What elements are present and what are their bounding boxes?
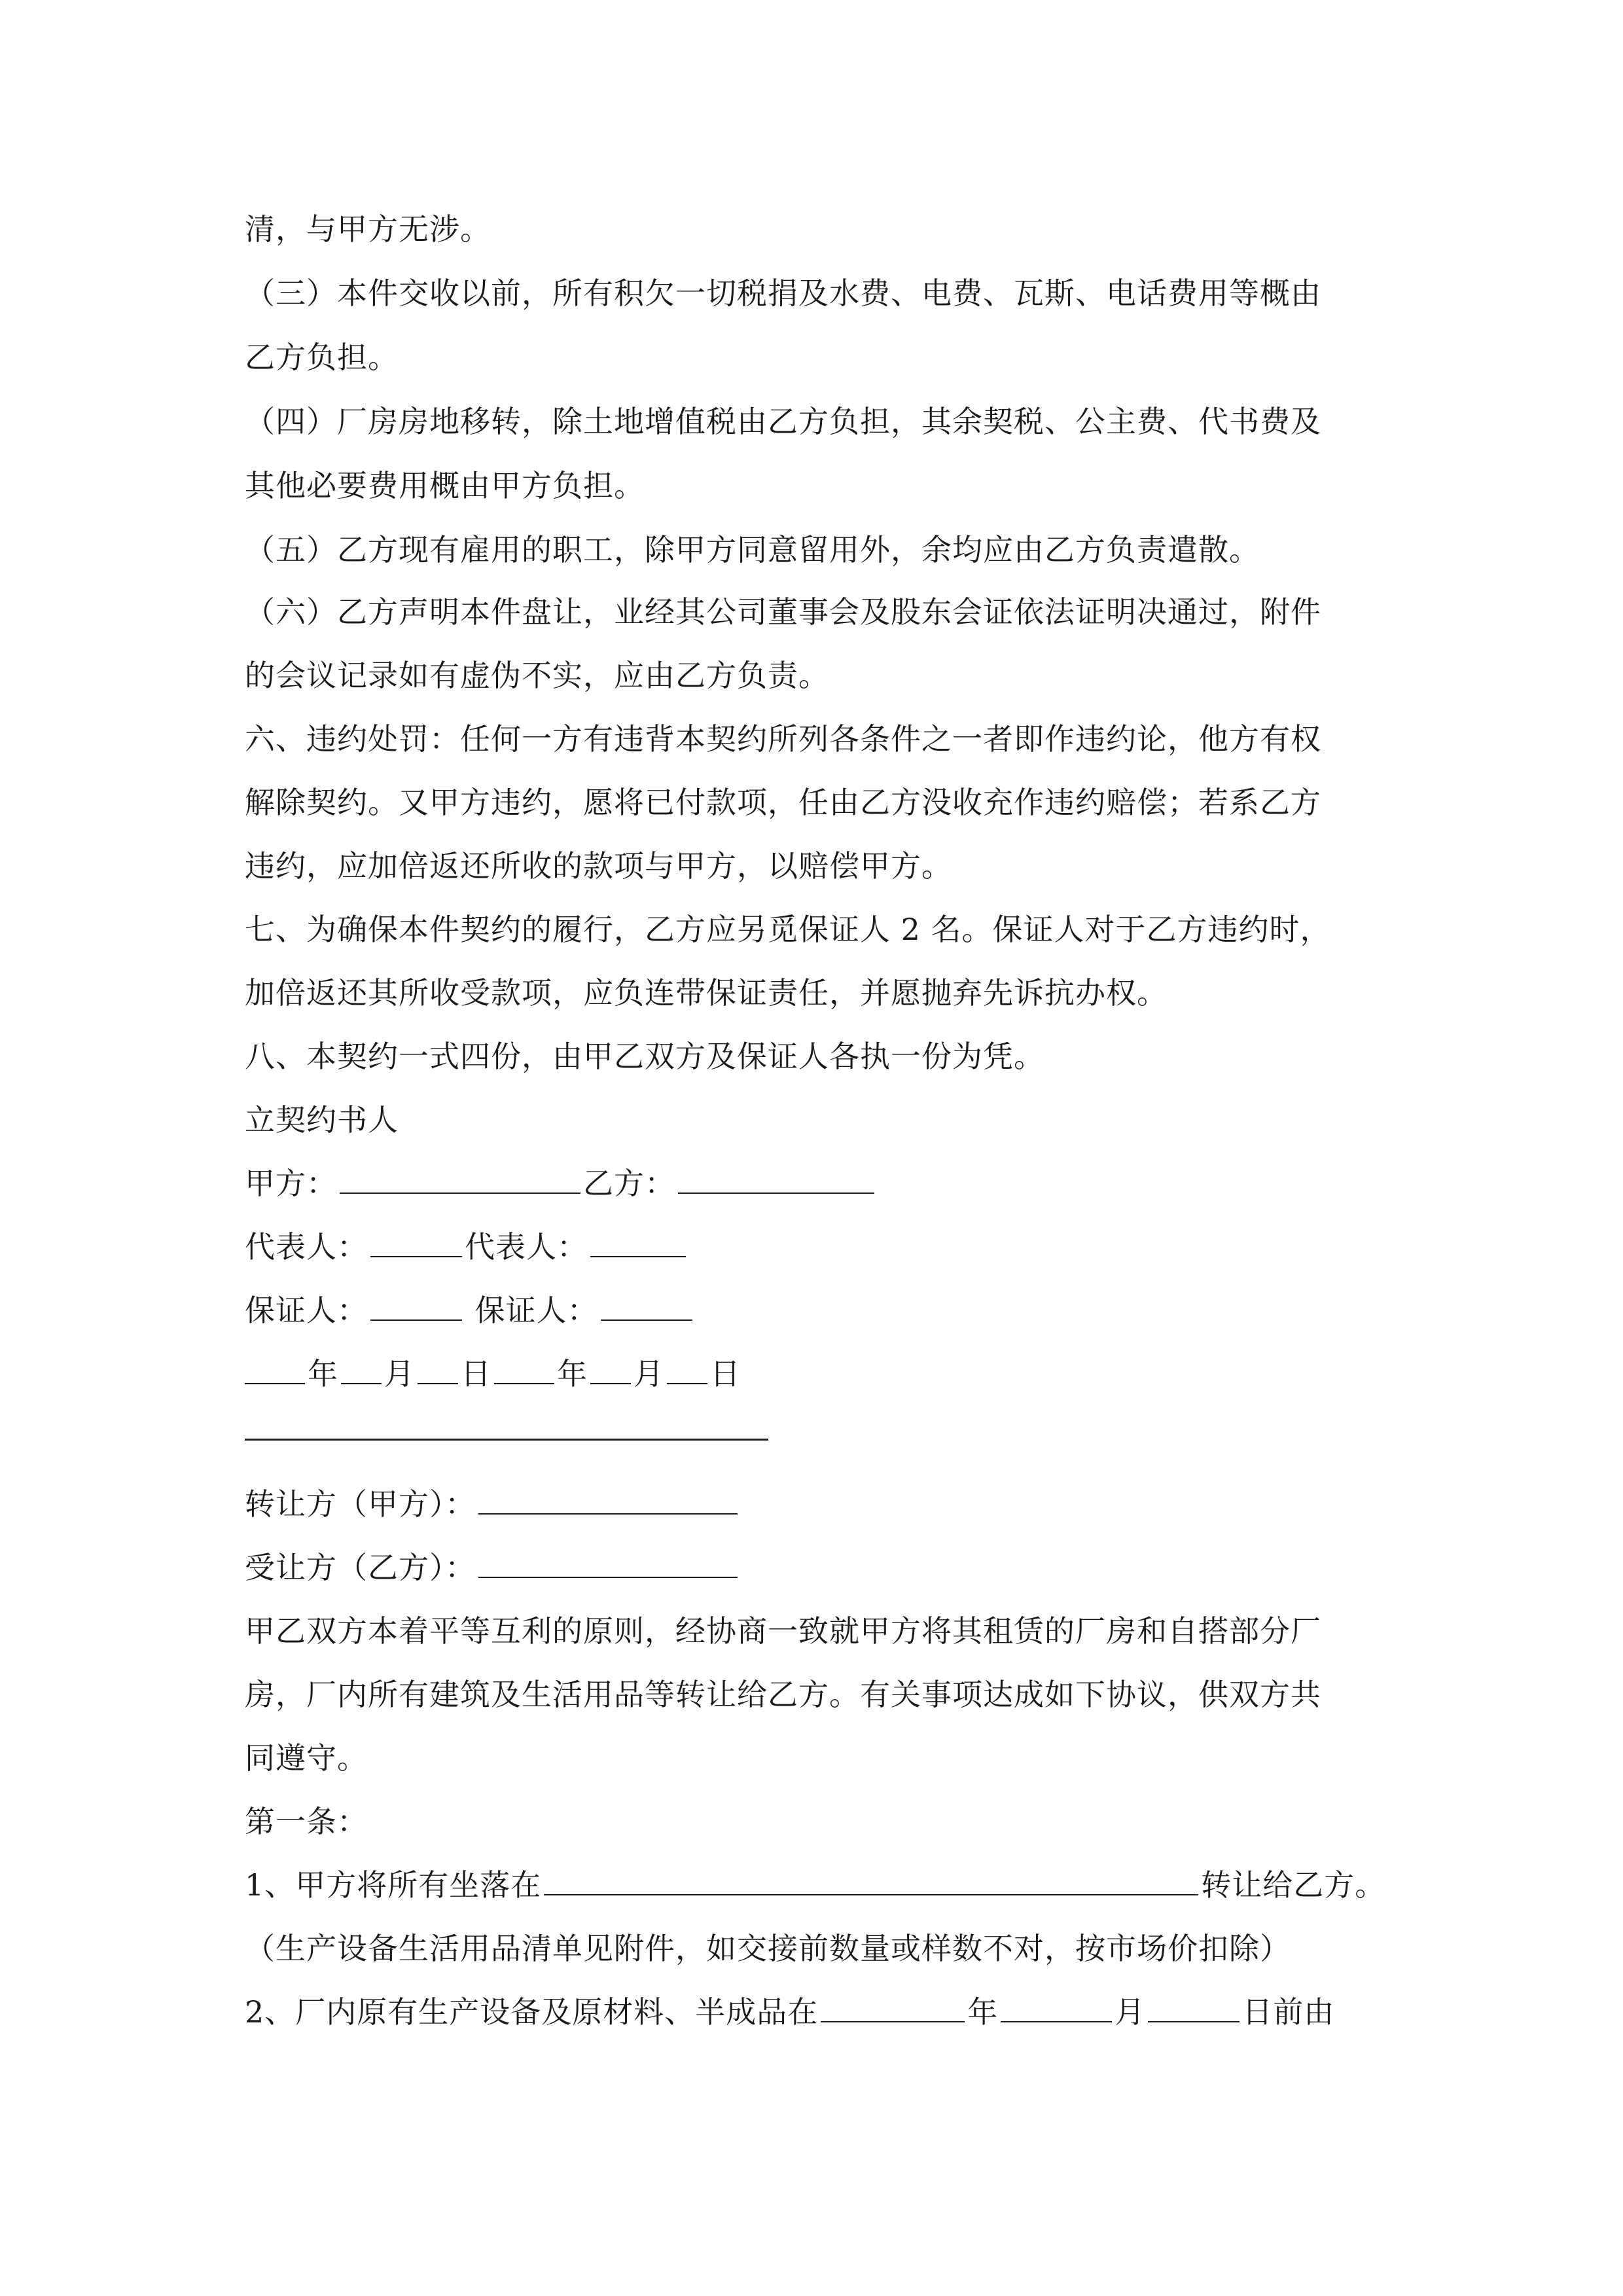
- text-line: 六、违约处罚：任何一方有违背本契约所列各条件之一者即作违约论，他方有权: [245, 721, 1321, 757]
- text-line: 解除契约。又甲方违约，愿将已付款项，任由乙方没收充作违约赔偿；若系乙方: [245, 785, 1321, 820]
- text-line: 的会议记录如有虚伪不实，应由乙方负责。: [245, 658, 829, 693]
- transferor-blank[interactable]: [478, 1484, 738, 1515]
- text-line: 房，厂内所有建筑及生活用品等转让给乙方。有关事项达成如下协议，供双方共: [245, 1677, 1321, 1712]
- year-b-blank[interactable]: [494, 1354, 554, 1384]
- month-b-blank[interactable]: [590, 1354, 631, 1384]
- party-a-label: 甲方：: [245, 1166, 337, 1201]
- text-line: 加倍返还其所收受款项，应负连带保证责任，并愿抛弃先诉抗办权。: [245, 975, 1168, 1011]
- clause-1-prefix: 1、甲方将所有坐落在: [245, 1867, 542, 1903]
- party-b-label: 乙方：: [583, 1166, 675, 1201]
- text-line: 同遵守。: [245, 1740, 368, 1776]
- clause-2-day-blank[interactable]: [1148, 1992, 1240, 2022]
- rep-b-label: 代表人：: [465, 1229, 588, 1265]
- text-line: （四）厂房房地移转，除土地增值税由乙方负担，其余契税、公主费、代书费及: [245, 404, 1321, 439]
- text-line: 八、本契约一式四份，由甲乙双方及保证人各执一份为凭。: [245, 1039, 1044, 1074]
- day-label: 日: [710, 1356, 741, 1391]
- transferor-label: 转让方（甲方）：: [245, 1486, 476, 1522]
- guarantor-b-label: 保证人：: [474, 1293, 598, 1328]
- text-line: 清，与甲方无涉。: [245, 211, 491, 247]
- rep-a-label: 代表人：: [245, 1229, 368, 1265]
- signature-rep-line: [245, 1227, 688, 1266]
- year-label: 年: [557, 1356, 588, 1391]
- day-label: 日: [461, 1356, 491, 1391]
- clause-2-prefix: 2、厂内原有生产设备及原材料、半成品在: [245, 1994, 819, 2030]
- clause-2-year-label: 年: [967, 1994, 999, 2030]
- guarantor-a-blank[interactable]: [370, 1291, 462, 1321]
- month-label: 月: [633, 1356, 664, 1391]
- year-label: 年: [308, 1356, 338, 1391]
- clause-1-suffix: 转让给乙方。: [1201, 1867, 1386, 1903]
- clause-2-month-label: 月: [1115, 1994, 1146, 2030]
- clause-2-line: [245, 1992, 1334, 2032]
- signature-guarantor-line: [245, 1291, 695, 1330]
- text-line: 乙方负担。: [245, 340, 399, 375]
- month-label: 月: [384, 1356, 415, 1391]
- transferee-blank[interactable]: [478, 1548, 738, 1578]
- clause-2-suffix: 日前由: [1242, 1994, 1335, 2030]
- signature-party-line: [245, 1164, 877, 1203]
- location-blank[interactable]: [544, 1865, 1198, 1895]
- clause-2-year-blank[interactable]: [821, 1992, 965, 2022]
- clause-1-line: [245, 1865, 1385, 1905]
- text-line: 七、为确保本件契约的履行，乙方应另觅保证人 2 名。保证人对于乙方违约时，: [245, 912, 1331, 947]
- text-line: 其他必要费用概由甲方负担。: [245, 468, 645, 503]
- day-a-blank[interactable]: [418, 1354, 458, 1384]
- party-b-blank[interactable]: [678, 1164, 874, 1194]
- text-line: （五）乙方现有雇用的职工，除甲方同意留用外，余均应由乙方负责遣散。: [245, 532, 1260, 567]
- transferor-line: [245, 1484, 740, 1524]
- year-a-blank[interactable]: [245, 1354, 305, 1384]
- rep-b-blank[interactable]: [590, 1227, 686, 1257]
- guarantor-a-label: 保证人：: [245, 1293, 368, 1328]
- text-line: （生产设备生活用品清单见附件，如交接前数量或样数不对，按市场价扣除）: [245, 1931, 1291, 1966]
- article-heading: 第一条：: [245, 1804, 368, 1839]
- text-line: （六）乙方声明本件盘让，业经其公司董事会及股东会证依法证明决通过，附件: [245, 594, 1321, 630]
- rep-a-blank[interactable]: [370, 1227, 462, 1257]
- transferee-line: [245, 1548, 740, 1587]
- text-line: 甲乙双方本着平等互利的原则，经协商一致就甲方将其租赁的厂房和自搭部分厂: [245, 1613, 1321, 1649]
- clause-2-month-blank[interactable]: [1001, 1992, 1112, 2022]
- text-line: 立契约书人: [245, 1102, 399, 1138]
- signature-date-line: [245, 1354, 741, 1393]
- guarantor-b-blank[interactable]: [601, 1291, 692, 1321]
- day-b-blank[interactable]: [667, 1354, 707, 1384]
- month-a-blank[interactable]: [341, 1354, 382, 1384]
- text-line: 违约，应加倍返还所收的款项与甲方，以赔偿甲方。: [245, 848, 952, 884]
- party-a-blank[interactable]: [340, 1164, 580, 1194]
- transferee-label: 受让方（乙方）：: [245, 1550, 476, 1585]
- text-line: （三）本件交收以前，所有积欠一切税捐及水费、电费、瓦斯、电话费用等概由: [245, 276, 1321, 311]
- section-separator: [245, 1439, 768, 1441]
